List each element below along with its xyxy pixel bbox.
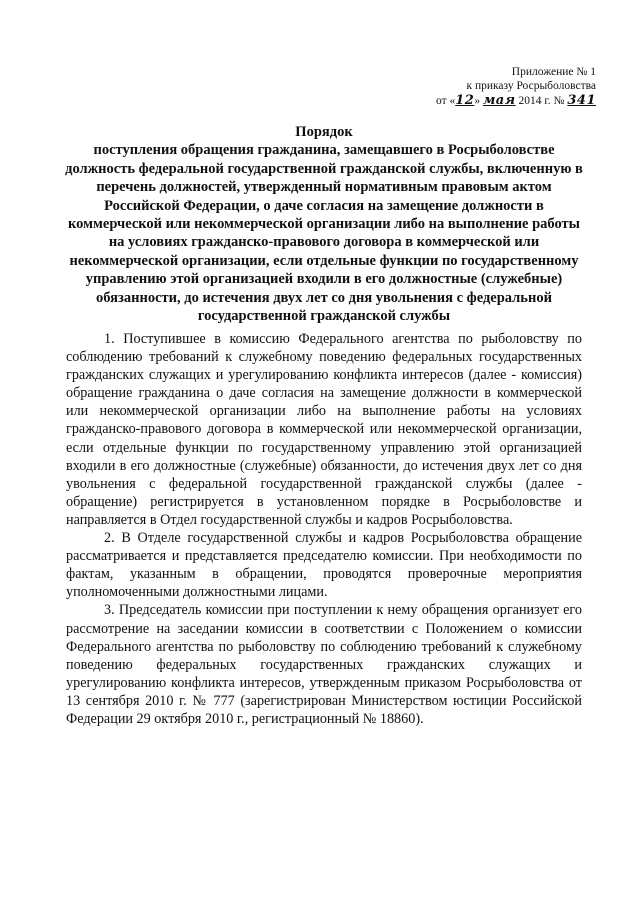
appendix-stamp (366, 66, 596, 109)
handwritten-day: 12 (455, 93, 475, 108)
date-prefix: от « (435, 95, 456, 107)
document-body (66, 330, 582, 728)
document-title (64, 123, 584, 325)
paragraph-1: 1. Поступившее в комиссию Федерального агентства по рыболовству по соблюдению требований к служебному поведению федеральных государственных гражданских служащих и урегулированию конфликта интересов (далее - комиссия) обращение гражданина о даче согласия на замещение должности в коммерческой или некоммерческой организации либо на выполнение работы на условиях гражданско-правового договора в коммерческой или некоммерческой организации, если отдельные функции по государственному управлению этой организацией входили в его должностные (служебные) обязанности, до истечения двух лет со дня увольнения с федеральной государственной гражданской службы (далее - обращение) регистрируется в установленном порядке в Росрыболовстве и направляется в Отдел государственной службы и кадров Росрыболовства. (66, 331, 582, 528)
paragraph-2: 2. В Отделе государственной службы и кадров Росрыболовства обращение рассматривается и представляется председателю комиссии. При необходимости по фактам, указанным в обращении, проводятся проверочные мероприятия уполномоченными должностными лицами. (66, 530, 582, 601)
handwritten-order-number: 341 (567, 93, 596, 108)
paragraph-3: 3. Председатель комиссии при поступлении к нему обращения организует его рассмотрение на заседании комиссии в соответствии с Положением о комиссии Федерального агентства по рыболовству по соблюдению требований к служебному поведению федеральных государственных гражданских служащих и урегулированию конфликта интересов, утвержденным приказом Росрыболовства от 13 сентября 2010 г. № 777 (зарегистрирован Министерством юстиции Российской Федерации 29 октября 2010 г., регистрационный № 18860). (66, 602, 582, 727)
appendix-number: Приложение № 1 (511, 66, 596, 78)
title-subtitle: поступления обращения гражданина, замещавшего в Росрыболовстве должность федеральной государственной гражданской службы, включенную в перечень должностей, утвержденный нормативным правовым актом Российской Федерации, о даче согласия на замещение должности в коммерческой или некоммерческой организации либо на выполнение работы на условиях гражданско-правового договора в коммерческой или некоммерческой организации, если отдельные функции по государственному управлению этой организацией входили в его должностные (служебные) обязанности, до истечения двух лет со дня увольнения с федеральной государственной гражданской службы (65, 142, 583, 325)
title-heading: Порядок (295, 124, 353, 140)
handwritten-month: мая (482, 93, 516, 108)
date-quote-close: » (474, 95, 481, 107)
appendix-date-line (366, 94, 596, 109)
date-year: 2014 г. № (518, 95, 565, 107)
appendix-order-ref: к приказу Росрыболовства (466, 79, 596, 92)
